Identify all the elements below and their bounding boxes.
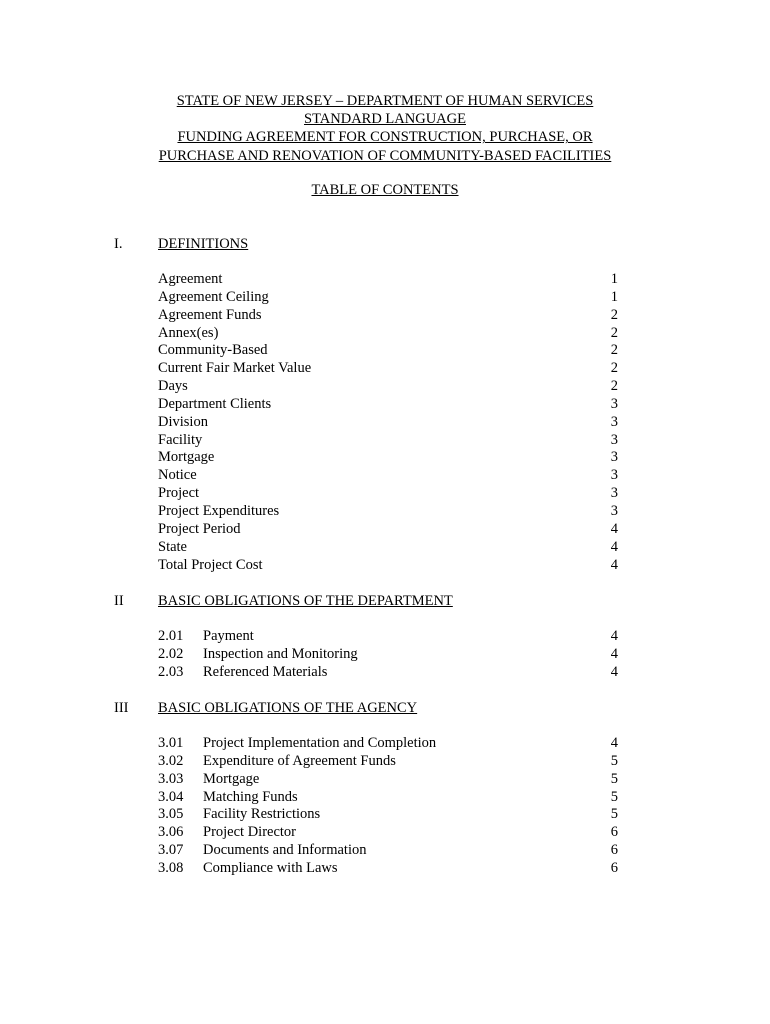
entry-page: 5: [610, 752, 618, 769]
toc-entry[interactable]: [0, 396, 770, 414]
entry-number: 3.03: [158, 770, 184, 787]
entry-number: 3.02: [158, 752, 184, 769]
toc-entry[interactable]: [0, 753, 770, 771]
entry-label: Documents and Information: [203, 842, 367, 859]
toc-entry[interactable]: [0, 485, 770, 503]
toc-entry[interactable]: [0, 735, 770, 753]
toc-entry[interactable]: [0, 842, 770, 860]
definitions-entries: [0, 271, 770, 574]
entry-label: Agreement Funds: [158, 306, 262, 323]
entry-label: Annex(es): [158, 324, 219, 341]
toc-entry[interactable]: [0, 771, 770, 789]
toc-entry[interactable]: [0, 414, 770, 432]
entry-page: 3: [610, 449, 618, 466]
entry-page: 6: [610, 824, 618, 841]
section-number: I.: [114, 236, 123, 252]
entry-page: 5: [610, 770, 618, 787]
heading-line-3: FUNDING AGREEMENT FOR CONSTRUCTION, PURCHASE, OR: [177, 129, 593, 146]
entry-page: 4: [610, 628, 618, 644]
entry-page: 4: [610, 735, 618, 751]
entry-label: Project Director: [203, 824, 297, 841]
section-title: DEFINITIONS: [158, 236, 249, 252]
toc-entry[interactable]: [0, 521, 770, 539]
toc-entry[interactable]: [0, 789, 770, 807]
entry-number: 3.05: [158, 806, 184, 823]
toc-entry[interactable]: [0, 557, 770, 575]
toc-entry[interactable]: [0, 806, 770, 824]
toc-entry[interactable]: [0, 824, 770, 842]
entry-page: 4: [610, 556, 618, 573]
entry-label: Compliance with Laws: [203, 859, 338, 876]
entry-page: 2: [610, 306, 618, 323]
toc-entry[interactable]: [0, 664, 770, 682]
entry-number: 3.06: [158, 824, 184, 841]
entry-label: Facility: [158, 431, 203, 448]
entry-page: 3: [610, 431, 618, 448]
entry-label: Facility Restrictions: [203, 806, 321, 823]
entry-label: Total Project Cost: [158, 556, 263, 573]
entry-label: Division: [158, 413, 208, 430]
heading-line-1: STATE OF NEW JERSEY – DEPARTMENT OF HUMAN SERVICES: [176, 93, 594, 109]
toc-entry[interactable]: [0, 860, 770, 878]
toc-entry[interactable]: [0, 628, 770, 646]
toc-entry[interactable]: [0, 289, 770, 307]
entry-label: Notice: [158, 467, 197, 484]
department-entries: [0, 628, 770, 682]
entry-page: 2: [610, 360, 618, 377]
entry-page: 3: [610, 485, 618, 502]
entry-label: Payment: [203, 628, 254, 644]
entry-page: 2: [610, 378, 618, 395]
entry-page: 1: [610, 271, 618, 287]
entry-page: 1: [610, 288, 618, 305]
entry-page: 2: [610, 324, 618, 341]
entry-label: Project: [158, 485, 200, 502]
toc-entry[interactable]: [0, 646, 770, 664]
entry-label: Project Period: [158, 520, 241, 537]
entry-page: 2: [610, 342, 618, 359]
entry-label: Agreement: [158, 271, 223, 287]
heading-line-4: PURCHASE AND RENOVATION OF COMMUNITY-BASED FACILITIES: [158, 147, 612, 164]
entry-number: 3.01: [158, 735, 184, 751]
entry-label: Expenditure of Agreement Funds: [203, 752, 396, 769]
entry-label: Matching Funds: [203, 788, 298, 805]
entry-page: 3: [610, 395, 618, 412]
entry-number: 3.07: [158, 842, 184, 859]
entry-number: 2.01: [158, 628, 184, 644]
toc-title: TABLE OF CONTENTS: [311, 182, 459, 198]
agency-entries: [0, 735, 770, 878]
entry-label: State: [158, 538, 187, 555]
entry-page: 3: [610, 413, 618, 430]
entry-label: Department Clients: [158, 395, 272, 412]
toc-entry[interactable]: [0, 467, 770, 485]
entry-page: 6: [610, 859, 618, 876]
entry-label: Mortgage: [158, 449, 215, 466]
entry-number: 2.03: [158, 663, 184, 680]
section-title: BASIC OBLIGATIONS OF THE AGENCY: [158, 700, 418, 716]
entry-label: Community-Based: [158, 342, 268, 359]
toc-entry[interactable]: [0, 325, 770, 343]
entry-page: 5: [610, 788, 618, 805]
entry-label: Referenced Materials: [203, 663, 328, 680]
toc-entry[interactable]: [0, 378, 770, 396]
section-title: BASIC OBLIGATIONS OF THE DEPARTMENT: [158, 593, 453, 609]
toc-entry[interactable]: [0, 503, 770, 521]
entry-label: Mortgage: [203, 770, 260, 787]
toc-entry[interactable]: [0, 307, 770, 325]
document-heading: [0, 92, 770, 165]
entry-label: Days: [158, 378, 188, 395]
entry-number: 3.08: [158, 859, 184, 876]
entry-page: 4: [610, 645, 618, 662]
entry-label: Agreement Ceiling: [158, 288, 269, 305]
entry-page: 3: [610, 502, 618, 519]
entry-label: Project Expenditures: [158, 502, 280, 519]
section-number: II: [114, 593, 124, 609]
entry-label: Inspection and Monitoring: [203, 645, 358, 662]
entry-number: 2.02: [158, 645, 184, 662]
entry-page: 4: [610, 520, 618, 537]
entry-page: 6: [610, 842, 618, 859]
toc-entry[interactable]: [0, 271, 770, 289]
entry-page: 3: [610, 467, 618, 484]
entry-number: 3.04: [158, 788, 184, 805]
entry-page: 4: [610, 538, 618, 555]
toc-entry[interactable]: [0, 360, 770, 378]
toc-entry[interactable]: [0, 539, 770, 557]
heading-line-2: STANDARD LANGUAGE: [304, 111, 466, 128]
entry-label: Current Fair Market Value: [158, 360, 312, 377]
entry-page: 5: [610, 806, 618, 823]
toc-entry[interactable]: [0, 449, 770, 467]
entry-label: Project Implementation and Completion: [203, 735, 437, 751]
entry-page: 4: [610, 663, 618, 680]
section-number: III: [114, 700, 129, 716]
toc-entry[interactable]: [0, 342, 770, 360]
toc-entry[interactable]: [0, 432, 770, 450]
